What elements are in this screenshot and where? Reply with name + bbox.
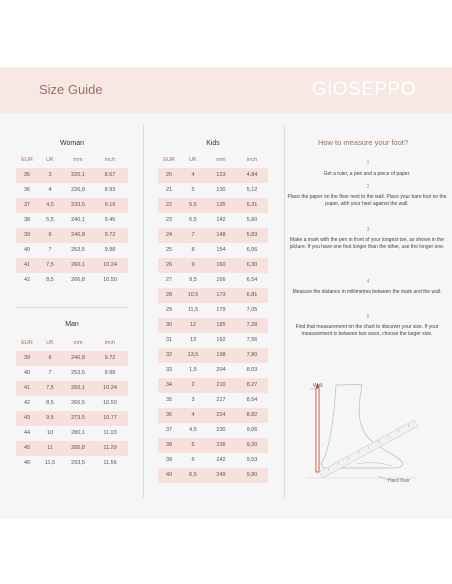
table-row [158, 258, 268, 273]
table-row [158, 228, 268, 243]
table-cell: 4 [191, 412, 195, 418]
table-cell: 35 [23, 172, 31, 178]
table-cell: 32 [165, 352, 173, 358]
table-row [158, 378, 268, 393]
table-cell: 24 [165, 232, 173, 238]
table-cell: 9 [191, 262, 195, 268]
column-header: EUR [21, 157, 33, 163]
table-row [158, 303, 268, 318]
table-cell: 5 [191, 187, 195, 193]
table-cell: 7 [48, 370, 52, 376]
table-cell: 10,5 [187, 292, 199, 298]
table-row [16, 168, 128, 183]
table-cell: 266,8 [71, 277, 85, 283]
table-cell: 293,5 [71, 460, 85, 466]
table-cell: 10.24 [103, 262, 117, 268]
table-cell: 36 [23, 187, 31, 193]
table-cell: 130 [216, 187, 226, 193]
column-header: mm [73, 157, 83, 163]
floor-label: Hard floor [388, 478, 410, 484]
table-cell: 40 [23, 247, 31, 253]
table-cell: 5,83 [246, 232, 258, 238]
table-cell: 8,5 [46, 277, 54, 283]
table-cell: 9,06 [246, 427, 258, 433]
table-cell: 41 [23, 385, 31, 391]
table-row [158, 408, 268, 423]
table-cell: 9,5 [189, 277, 197, 283]
table-cell: 7,56 [246, 337, 258, 343]
table-cell: 7 [191, 232, 195, 238]
table-cell: 198 [216, 352, 226, 358]
table-cell: 12 [189, 322, 197, 328]
table-cell: 11.29 [103, 445, 117, 451]
table-cell: 8,27 [246, 382, 258, 388]
table-cell: 7,5 [46, 385, 54, 391]
table-cell: 30 [165, 322, 173, 328]
foot-measure-illustration [296, 380, 446, 495]
table-cell: 253,5 [71, 247, 85, 253]
table-row [158, 363, 268, 378]
table-cell: 240,1 [71, 217, 85, 223]
table-cell: 9.72 [104, 232, 116, 238]
table-cell: 28 [165, 292, 173, 298]
table-cell: 31 [165, 337, 173, 343]
table-cell: 20 [165, 172, 173, 178]
table-cell: 10.50 [103, 400, 117, 406]
table-cell: 40 [23, 370, 31, 376]
table-cell: 22 [165, 202, 173, 208]
table-cell: 10.24 [103, 385, 117, 391]
table-cell: 5,5 [46, 217, 54, 223]
table-row [16, 381, 128, 396]
table-cell: 42 [23, 277, 31, 283]
table-header-row [158, 153, 268, 168]
table-cell: 43 [23, 415, 31, 421]
table-row [16, 198, 128, 213]
table-cell: 154 [216, 247, 226, 253]
table-cell: 37 [165, 427, 173, 433]
table-cell: 5,60 [246, 217, 258, 223]
table-cell: 246,8 [71, 232, 85, 238]
table-cell: 6,5 [189, 472, 197, 478]
table-cell: 9.98 [104, 247, 116, 253]
table-cell: 41 [23, 262, 31, 268]
table-cell: 4 [191, 172, 195, 178]
table-cell: 26 [165, 262, 173, 268]
table-row [16, 258, 128, 273]
table-cell: 8.93 [104, 187, 116, 193]
table-row [16, 243, 128, 258]
table-cell: 224 [216, 412, 226, 418]
brand-logo: GIOSEPPO [311, 79, 416, 100]
table-row [158, 438, 268, 453]
table-cell: 39 [165, 457, 173, 463]
table-cell: 217 [216, 397, 226, 403]
table-cell: 3 [48, 172, 52, 178]
table-row [158, 468, 268, 483]
table-row [16, 213, 128, 228]
table-row [16, 183, 128, 198]
column-divider-left [143, 125, 144, 498]
table-cell: 7,05 [246, 307, 258, 313]
table-cell: 6 [48, 232, 52, 238]
table-cell: 230 [216, 427, 226, 433]
table-row [158, 288, 268, 303]
table-cell: 4,5 [46, 202, 54, 208]
table-cell: 210 [216, 382, 226, 388]
table-cell: 3 [191, 397, 195, 403]
table-cell: 5,31 [246, 202, 258, 208]
table-cell: 35 [165, 397, 173, 403]
table-divider [16, 307, 128, 308]
table-cell: 2 [191, 382, 195, 388]
table-cell: 11 [47, 445, 53, 451]
table-cell: 249 [216, 472, 226, 478]
table-cell: 37 [23, 202, 31, 208]
table-header-row [16, 153, 128, 168]
table-cell: 9.45 [104, 217, 116, 223]
table-cell: 160 [216, 262, 226, 268]
table-cell: 7,28 [246, 322, 258, 328]
howto-title: How to measure your foot? [317, 138, 409, 147]
table-cell: 11,5 [44, 460, 56, 466]
table-cell: 34 [165, 382, 173, 388]
table-cell: 4,5 [189, 427, 197, 433]
step-number: 3 [366, 227, 370, 233]
table-row [16, 351, 128, 366]
table-row [158, 318, 268, 333]
table-cell: 36 [165, 412, 173, 418]
step-number: 1 [366, 160, 370, 166]
table-row [158, 348, 268, 363]
table-cell: 39 [23, 355, 31, 361]
table-cell: 21 [165, 187, 173, 193]
table-cell: 4,84 [246, 172, 258, 178]
man-table-title: Man [65, 321, 79, 328]
column-header: UK [189, 157, 197, 163]
table-row [158, 198, 268, 213]
step-number: 2 [366, 184, 370, 190]
table-cell: 123 [216, 172, 226, 178]
table-cell: 29 [165, 307, 173, 313]
table-cell: 23 [165, 217, 173, 223]
step-number: 4 [366, 279, 370, 285]
table-cell: 27 [165, 277, 173, 283]
pen-icon [316, 388, 319, 472]
table-cell: 25 [165, 247, 173, 253]
woman-table-title: Woman [60, 140, 84, 147]
table-cell: 7 [48, 247, 52, 253]
step-number: 5 [366, 314, 370, 320]
table-row [158, 423, 268, 438]
table-cell: 33 [165, 367, 173, 373]
table-cell: 280,1 [71, 430, 85, 436]
table-cell: 220,1 [71, 172, 85, 178]
table-cell: 246,8 [71, 355, 85, 361]
table-cell: 7,80 [246, 352, 258, 358]
table-cell: 38 [23, 217, 31, 223]
step-text: Find that measurement on the chart to discover your size. If your measurement is between two sizes, choose the larger size. [295, 324, 439, 338]
table-cell: 253,5 [71, 370, 85, 376]
table-cell: 6,54 [246, 277, 258, 283]
toe-line [356, 463, 392, 466]
table-cell: 5,12 [246, 187, 258, 193]
table-cell: 266,5 [71, 400, 85, 406]
table-cell: 46 [23, 460, 31, 466]
table-cell: 6,5 [189, 217, 197, 223]
column-header: inch [246, 157, 258, 163]
column-header: UK [46, 157, 54, 163]
table-row [158, 273, 268, 288]
kids-size-table [158, 153, 268, 483]
table-cell: 260,1 [71, 262, 85, 268]
table-cell: 11.56 [103, 460, 117, 466]
ruler-icon [319, 420, 418, 478]
table-cell: 10 [46, 430, 54, 436]
table-cell: 7,5 [46, 262, 54, 268]
table-row [16, 456, 128, 471]
table-cell: 9,5 [46, 415, 54, 421]
column-header: mm [73, 340, 83, 346]
table-cell: 8,82 [246, 412, 258, 418]
table-row [158, 243, 268, 258]
kids-table-title: Kids [206, 140, 220, 147]
table-row [158, 333, 268, 348]
table-cell: 135 [216, 202, 226, 208]
table-cell: 11,5 [187, 307, 199, 313]
table-cell: 9,80 [246, 472, 258, 478]
table-cell: 236 [216, 442, 226, 448]
table-cell: 179 [216, 307, 226, 313]
column-divider-right [284, 125, 285, 498]
table-cell: 1,5 [189, 367, 197, 373]
table-row [158, 168, 268, 183]
table-cell: 11.03 [103, 430, 117, 436]
table-row [158, 183, 268, 198]
step-text: Get a ruler, a pen and a piece of paper. [323, 171, 411, 177]
table-cell: 8.67 [104, 172, 116, 178]
table-row [16, 366, 128, 381]
table-cell: 204 [216, 367, 226, 373]
table-cell: 8,54 [246, 397, 258, 403]
table-cell: 6,81 [246, 292, 258, 298]
table-cell: 173 [216, 292, 226, 298]
table-cell: 8,5 [46, 400, 54, 406]
table-row [158, 213, 268, 228]
table-cell: 44 [23, 430, 31, 436]
table-cell: 45 [23, 445, 31, 451]
table-cell: 242 [216, 457, 226, 463]
page-title: Size Guide [39, 82, 103, 97]
column-header: EUR [163, 157, 175, 163]
page-header [0, 67, 452, 113]
table-cell: 6,30 [246, 262, 258, 268]
table-cell: 40 [165, 472, 173, 478]
column-header: mm [216, 157, 226, 163]
table-cell: 9.72 [104, 355, 116, 361]
table-cell: 38 [165, 442, 173, 448]
table-cell: 9.98 [104, 370, 116, 376]
table-cell: 233,5 [71, 202, 85, 208]
step-text: Place the paper on the floor next to the wall. Place your bare foot on the paper, with your heel against the wall. [287, 194, 447, 208]
table-row [16, 426, 128, 441]
table-row [16, 228, 128, 243]
table-cell: 192 [216, 337, 226, 343]
table-cell: 10.77 [103, 415, 117, 421]
table-cell: 9.19 [104, 202, 116, 208]
column-header: EUR [21, 340, 33, 346]
table-cell: 6 [191, 457, 195, 463]
table-row [16, 411, 128, 426]
table-header-row [16, 336, 128, 351]
table-cell: 148 [216, 232, 226, 238]
man-size-table [16, 336, 128, 471]
table-cell: 5,5 [189, 202, 197, 208]
table-cell: 8 [191, 247, 195, 253]
wall-label: Wall [313, 383, 323, 389]
step-text: Measure the distance in millimetres between the mark and the wall. [292, 289, 442, 295]
table-cell: 5 [191, 442, 195, 448]
column-header: inch [104, 340, 116, 346]
table-row [16, 273, 128, 288]
table-cell: 13 [189, 337, 197, 343]
table-row [158, 393, 268, 408]
table-cell: 260,1 [71, 385, 85, 391]
table-cell: 6 [48, 355, 52, 361]
table-cell: 226,8 [71, 187, 85, 193]
table-row [16, 396, 128, 411]
table-cell: 6,06 [246, 247, 258, 253]
step-text: Make a mark with the pen in front of your longest toe, as shown in the picture. If you have one foot longer than the other, use the longer one. [289, 237, 445, 251]
table-row [158, 453, 268, 468]
table-cell: 185 [216, 322, 226, 328]
table-cell: 9,30 [246, 442, 258, 448]
woman-size-table [16, 153, 128, 288]
table-cell: 286,8 [71, 445, 85, 451]
table-cell: 39 [23, 232, 31, 238]
table-cell: 10.50 [103, 277, 117, 283]
table-cell: 4 [48, 187, 52, 193]
table-cell: 166 [216, 277, 226, 283]
column-header: UK [46, 340, 54, 346]
table-cell: 13,5 [187, 352, 199, 358]
table-row [16, 441, 128, 456]
table-cell: 142 [216, 217, 226, 223]
table-cell: 273,5 [71, 415, 85, 421]
table-cell: 8,03 [246, 367, 258, 373]
column-header: inch [104, 157, 116, 163]
table-cell: 9,53 [246, 457, 258, 463]
table-cell: 42 [23, 400, 31, 406]
